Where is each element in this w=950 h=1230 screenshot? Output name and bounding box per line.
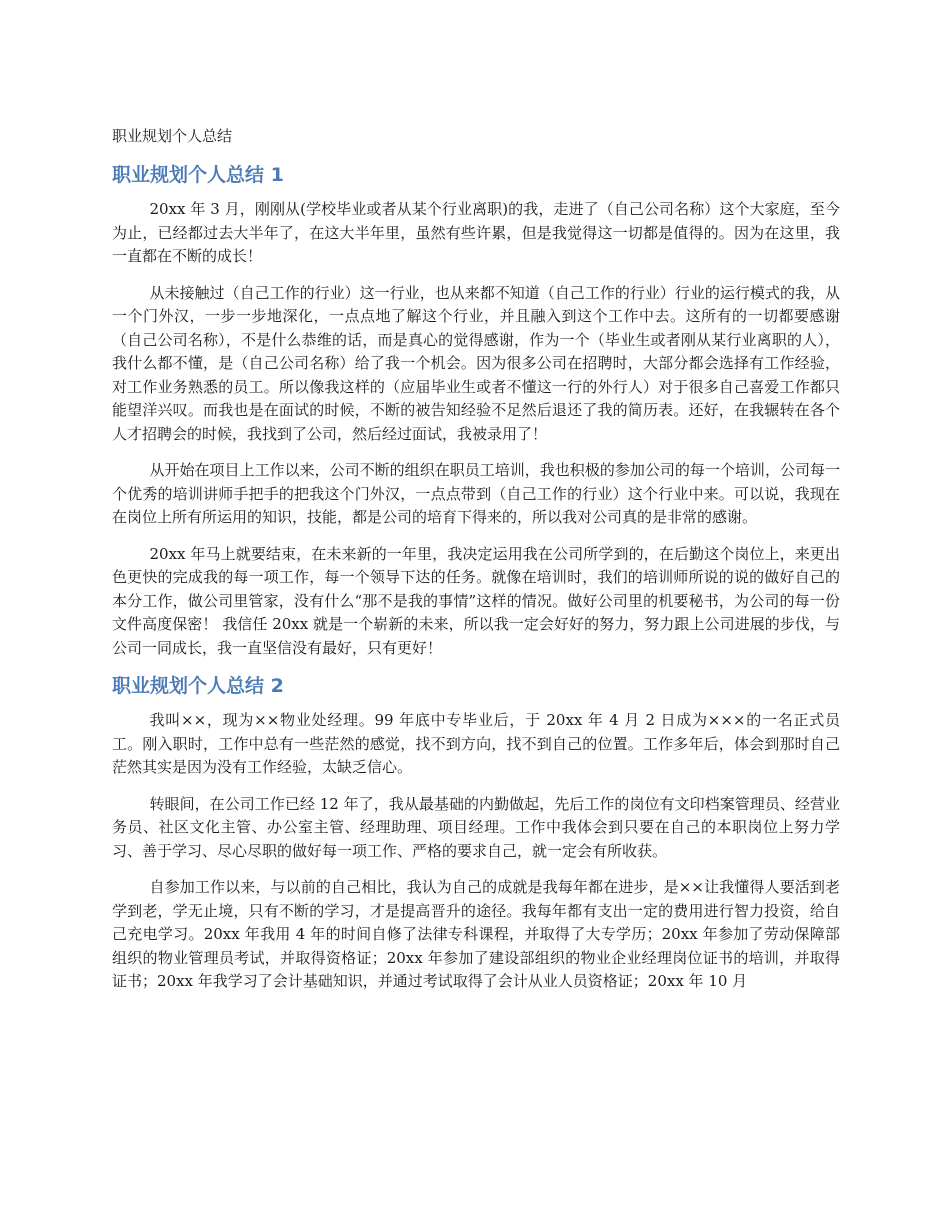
section-1	[112, 162, 840, 660]
paragraph: 自参加工作以来，与以前的自己相比，我认为自己的成就是我每年都在进步，是××让我懂得人要活到老学到老，学无止境，只有不断的学习，才是提高晋升的途径。我每年都有支出一定的费用进行智力投资，给自己充电学习。20xx 年我用 4 年的时间自修了法律专科课程，并取得了大专学历；20xx 年参加了劳动保障部组织的物业管理员考试，并取得资格证；20xx 年参加了建设部组织的物业企业经理岗位证书的培训，并取得证书；20xx 年我学习了会计基础知识，并通过考试取得了会计从业人员资格证；20xx 年 10 月	[112, 878, 840, 990]
paragraph: 从未接触过（自己工作的行业）这一行业，也从来都不知道（自己工作的行业）行业的运行模式的我，从一个门外汉，一步一步地深化，一点点地了解这个行业，并且融入到这个工作中去。这所有的一切都要感谢（自己公司名称），不是什么恭维的话，而是真心的觉得感谢，作为一个（毕业生或者刚从某行业离职的人），我什么都不懂，是（自己公司名称）给了我一个机会。因为很多公司在招聘时，大部分都会选择有工作经验，对工作业务熟悉的员工。所以像我这样的（应届毕业生或者不懂这一行的外行人）对于很多自己喜爱工作都只能望洋兴叹。而我也是在面试的时候，不断的被告知经验不足然后退还了我的简历表。还好，在我辗转在各个人才招聘会的时候，我找到了公司，然后经过面试，我被录用了！	[112, 283, 840, 443]
paragraph: 从开始在项目上工作以来，公司不断的组织在职员工培训，我也积极的参加公司的每一个培训，公司每一个优秀的培训讲师手把手的把我这个门外汉，一点点带到（自己工作的行业）这个行业中来。可以说，我现在在岗位上所有所运用的知识，技能，都是公司的培育下得来的，所以我对公司真的是非常的感谢。	[112, 461, 840, 526]
paragraph: 20xx 年马上就要结束，在未来新的一年里，我决定运用我在公司所学到的，在后勤这个岗位上，来更出色更快的完成我的每一项工作，每一个领导下达的任务。就像在培训时，我们的培训师所说的说的做好自己的本分工作，做公司里管家，没有什么“那不是我的事情”这样的情况。做好公司里的机要秘书，为公司的每一份文件高度保密！ 我信任 20xx 就是一个崭新的未来，所以我一定会好好的努力，努力跟上公司进展的步伐，与公司一同成长，我一直坚信没有最好，只有更好！	[112, 544, 840, 657]
paragraph: 20xx 年 3 月，刚刚从(学校毕业或者从某个行业离职)的我，走进了（自己公司名称）这个大家庭，至今为止，已经都过去大半年了，在这大半年里，虽然有些许累，但是我觉得这一切都是值得的。因为在这里，我一直都在不断的成长！	[112, 200, 840, 265]
paragraph: 我叫××，现为××物业处经理。99 年底中专毕业后，于 20xx 年 4 月 2 日成为×××的一名正式员工。刚入职时，工作中总有一些茫然的感觉，找不到方向，找不到自己的位置。工作多年后，体会到那时自己茫然其实是因为没有工作经验，太缺乏信心。	[112, 711, 840, 776]
section-heading: 职业规划个人总结 1	[112, 164, 284, 186]
section-heading: 职业规划个人总结 2	[112, 675, 284, 697]
document-page	[112, 124, 840, 1007]
paragraph: 转眼间，在公司工作已经 12 年了，我从最基础的内勤做起，先后工作的岗位有文印档案管理员、经营业务员、社区文化主管、办公室主管、经理助理、项目经理。工作中我体会到只要在自己的本职岗位上努力学习、善于学习、尽心尽职的做好每一项工作、严格的要求自己，就一定会有所收获。	[112, 794, 840, 860]
document-title: 职业规划个人总结	[112, 127, 233, 145]
section-2	[112, 673, 840, 994]
